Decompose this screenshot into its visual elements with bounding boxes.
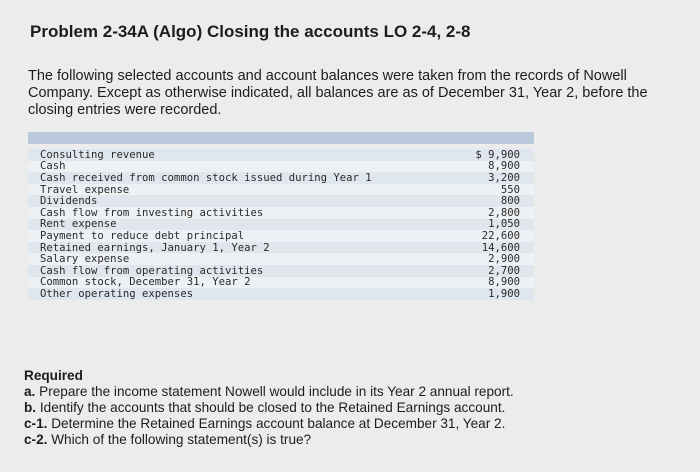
required-item-text: Prepare the income statement Nowell would include in its Year 2 annual report. xyxy=(39,384,514,399)
intro-paragraph: The following selected accounts and account balances were taken from the records of Nowell Company. Except as otherwise indicated, all balances are as of December 31, Year 2, before the closing entries were recorded. xyxy=(28,68,648,118)
required-item xyxy=(24,384,674,400)
table-row xyxy=(28,253,534,265)
account-name: Common stock, December 31, Year 2 xyxy=(40,276,251,289)
required-item xyxy=(24,432,674,448)
required-item-text: Which of the following statement(s) is true? xyxy=(51,432,312,447)
required-item xyxy=(24,400,674,416)
account-amount: 8,900 xyxy=(488,276,520,289)
account-name: Retained earnings, January 1, Year 2 xyxy=(40,241,270,254)
table-row xyxy=(28,172,534,184)
account-amount: 14,600 xyxy=(481,241,520,254)
account-amount: 3,200 xyxy=(488,171,520,184)
problem-title: Problem 2-34A (Algo) Closing the accounts LO 2-4, 2-8 xyxy=(30,22,471,41)
table-row xyxy=(28,265,534,277)
account-name: Travel expense xyxy=(40,183,130,196)
required-item-label: b. xyxy=(24,400,37,415)
account-name: Salary expense xyxy=(40,253,130,266)
accounts-table xyxy=(28,132,534,300)
table-row xyxy=(28,161,534,173)
table-row xyxy=(28,219,534,231)
account-amount: 1,900 xyxy=(488,287,520,300)
account-amount: 8,900 xyxy=(488,160,520,173)
table-row xyxy=(28,230,534,242)
required-item-label: a. xyxy=(24,384,36,399)
account-name: Dividends xyxy=(40,195,98,208)
account-amount: 2,700 xyxy=(488,264,520,277)
accounts-rows xyxy=(28,144,534,300)
account-name: Cash flow from investing activities xyxy=(40,206,264,219)
required-heading: Required xyxy=(24,368,83,383)
required-item-text: Determine the Retained Earnings account balance at December 31, Year 2. xyxy=(51,416,506,431)
required-section xyxy=(24,368,674,448)
account-name: Cash xyxy=(40,160,66,173)
account-amount: 2,800 xyxy=(488,206,520,219)
account-amount: 800 xyxy=(500,195,520,208)
required-list xyxy=(24,384,674,448)
table-row xyxy=(28,288,534,300)
table-row xyxy=(28,195,534,207)
account-name: Payment to reduce debt principal xyxy=(40,229,245,242)
account-name: Cash flow from operating activities xyxy=(40,264,264,277)
table-row xyxy=(28,184,534,196)
account-name: Other operating expenses xyxy=(40,287,194,300)
required-item xyxy=(24,416,674,432)
account-amount: 2,900 xyxy=(488,253,520,266)
required-item-label: c-1. xyxy=(24,416,48,431)
account-name: Consulting revenue xyxy=(40,148,155,161)
required-item-text: Identify the accounts that should be closed to the Retained Earnings account. xyxy=(39,400,506,415)
account-name: Rent expense xyxy=(40,218,117,231)
table-header-bar xyxy=(28,132,534,144)
account-name: Cash received from common stock issued during Year 1 xyxy=(40,171,372,184)
required-item-label: c-2. xyxy=(24,432,48,447)
account-amount: $ 9,900 xyxy=(475,148,520,161)
table-row xyxy=(28,207,534,219)
account-amount: 1,050 xyxy=(488,218,520,231)
table-row xyxy=(28,277,534,289)
account-amount: 550 xyxy=(500,183,520,196)
account-amount: 22,600 xyxy=(481,229,520,242)
table-row xyxy=(28,149,534,161)
table-row xyxy=(28,242,534,254)
